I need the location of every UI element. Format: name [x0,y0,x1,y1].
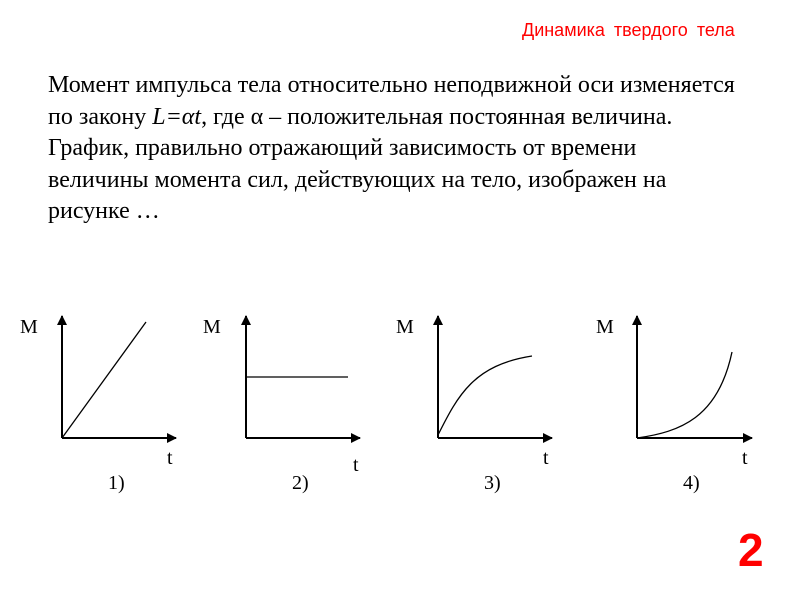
problem-text-before: Момент импульса тела относительно неподвижной оси изменяется по закону [48,72,735,130]
graph-1-x-label: t [167,447,173,469]
graph-3-caption: 3) [484,472,501,494]
graph-1-caption: 1) [108,472,125,494]
problem-text-after: , где α – положительная постоянная величина. График, правильно отражающий зависимость от времени величины момента сил, действующих на тело, изображен на рисунке … [48,103,673,224]
answer-number: 2 [738,524,764,576]
graph-2-y-label: M [203,316,221,338]
graph-1-curve [62,322,146,438]
graph-3-y-label: M [396,316,414,338]
graph-4-caption: 4) [683,472,700,494]
graph-1-y-label: M [20,316,38,338]
graph-2-x-label: t [353,454,359,476]
graph-4-x-label: t [742,447,748,469]
graph-4[interactable] [596,316,752,494]
topic-header: Динамика твердого тела [522,20,735,40]
graph-4-y-label: M [596,316,614,338]
graph-3-curve [438,356,532,435]
graph-1[interactable] [20,316,176,494]
graph-3[interactable] [396,316,552,494]
graph-4-curve [637,352,732,438]
graph-2-caption: 2) [292,472,309,494]
graph-2[interactable] [203,316,360,494]
problem-formula: L=αt [152,103,202,130]
graph-3-x-label: t [543,447,549,469]
